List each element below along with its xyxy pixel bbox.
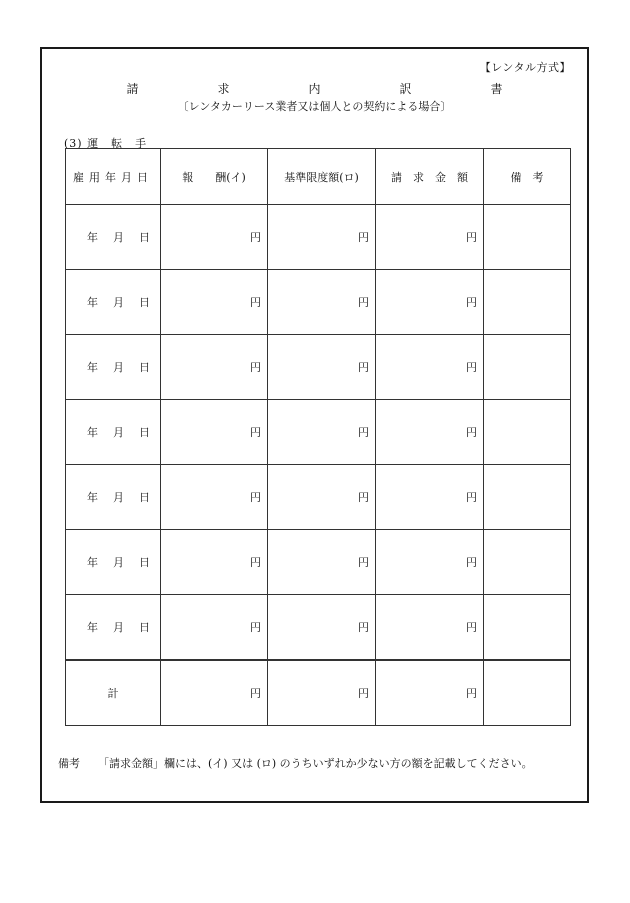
reward-cell[interactable]: 円 — [161, 205, 268, 270]
total-remarks-cell[interactable] — [484, 660, 571, 726]
reward-cell[interactable]: 円 — [161, 335, 268, 400]
remarks-cell[interactable] — [484, 595, 571, 661]
employment-date-cell[interactable]: 年 月 日 — [66, 465, 161, 530]
total-label: 計 — [66, 660, 161, 726]
remarks-cell[interactable] — [484, 205, 571, 270]
claim-amount-cell[interactable]: 円 — [376, 205, 484, 270]
remarks-note — [58, 755, 533, 771]
title-char: 請 — [126, 82, 139, 96]
reward-cell[interactable]: 円 — [161, 595, 268, 661]
section-label: (3) 運 転 手 — [64, 137, 148, 150]
total-row — [66, 660, 571, 726]
header-remarks: 備 考 — [484, 149, 571, 205]
title-char: 内 — [308, 82, 321, 96]
table-row — [66, 465, 571, 530]
table-row — [66, 205, 571, 270]
rental-method-tag: 【レンタル方式】 — [479, 61, 571, 74]
title-char: 求 — [217, 82, 230, 96]
reward-cell[interactable]: 円 — [161, 530, 268, 595]
standard-limit-cell[interactable]: 円 — [268, 465, 376, 530]
form-title — [42, 80, 587, 97]
total-reward-cell[interactable]: 円 — [161, 660, 268, 726]
reward-cell[interactable]: 円 — [161, 400, 268, 465]
remarks-cell[interactable] — [484, 335, 571, 400]
claim-amount-cell[interactable]: 円 — [376, 400, 484, 465]
table-row — [66, 335, 571, 400]
claim-amount-cell[interactable]: 円 — [376, 335, 484, 400]
claim-breakdown-table — [65, 148, 571, 726]
title-char: 書 — [490, 82, 503, 96]
claim-amount-cell[interactable]: 円 — [376, 530, 484, 595]
employment-date-cell[interactable]: 年 月 日 — [66, 205, 161, 270]
header-standard-limit: 基準限度額(ロ) — [268, 149, 376, 205]
table-row — [66, 530, 571, 595]
employment-date-cell[interactable]: 年 月 日 — [66, 270, 161, 335]
form-subtitle: 〔レンタカーリース業者又は個人との契約による場合〕 — [177, 100, 452, 113]
claim-amount-cell[interactable]: 円 — [376, 270, 484, 335]
employment-date-cell[interactable]: 年 月 日 — [66, 595, 161, 661]
note-label: 備考 — [58, 757, 80, 770]
employment-date-cell[interactable]: 年 月 日 — [66, 400, 161, 465]
note-text: 「請求金額」欄には、(イ) 又は (ロ) のうちいずれか少ない方の額を記載してください。 — [98, 757, 533, 770]
standard-limit-cell[interactable]: 円 — [268, 400, 376, 465]
table-row — [66, 595, 571, 661]
standard-limit-cell[interactable]: 円 — [268, 595, 376, 661]
header-employment-date: 雇用年月日 — [66, 149, 161, 205]
remarks-cell[interactable] — [484, 270, 571, 335]
header-reward: 報 酬(イ) — [161, 149, 268, 205]
table-row — [66, 270, 571, 335]
table-row — [66, 400, 571, 465]
header-claim-amount: 請 求 金 額 — [376, 149, 484, 205]
standard-limit-cell[interactable]: 円 — [268, 270, 376, 335]
title-char: 訳 — [399, 82, 412, 96]
total-claim-amount-cell[interactable]: 円 — [376, 660, 484, 726]
total-standard-limit-cell[interactable]: 円 — [268, 660, 376, 726]
standard-limit-cell[interactable]: 円 — [268, 335, 376, 400]
claim-amount-cell[interactable]: 円 — [376, 465, 484, 530]
standard-limit-cell[interactable]: 円 — [268, 530, 376, 595]
claim-amount-cell[interactable]: 円 — [376, 595, 484, 661]
standard-limit-cell[interactable]: 円 — [268, 205, 376, 270]
reward-cell[interactable]: 円 — [161, 270, 268, 335]
form-frame — [40, 47, 589, 803]
reward-cell[interactable]: 円 — [161, 465, 268, 530]
table-header-row — [66, 149, 571, 205]
employment-date-cell[interactable]: 年 月 日 — [66, 530, 161, 595]
remarks-cell[interactable] — [484, 400, 571, 465]
employment-date-cell[interactable]: 年 月 日 — [66, 335, 161, 400]
remarks-cell[interactable] — [484, 465, 571, 530]
remarks-cell[interactable] — [484, 530, 571, 595]
